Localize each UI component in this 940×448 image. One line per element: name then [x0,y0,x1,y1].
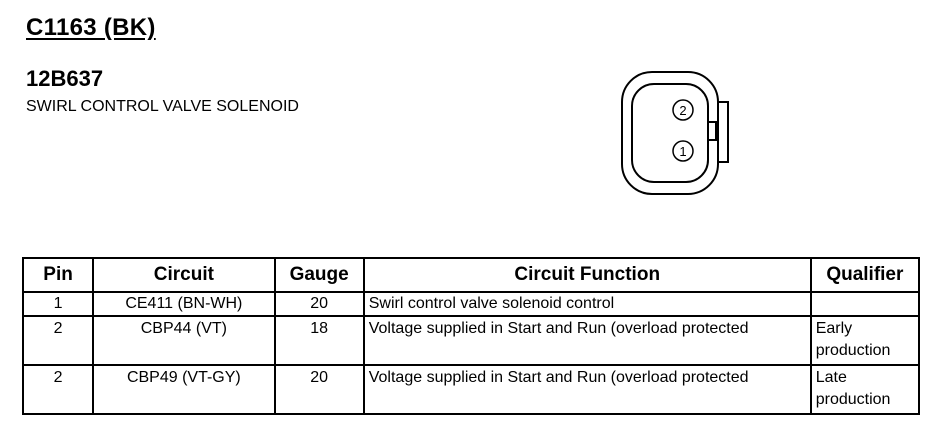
cell-pin: 1 [23,292,93,316]
header-qualifier: Qualifier [811,258,919,292]
header-gauge: Gauge [275,258,364,292]
header-circuit: Circuit [93,258,274,292]
cell-circuit-function: Swirl control valve solenoid control [364,292,811,316]
pin-label-1: 1 [679,144,687,159]
pin-label-2: 2 [679,103,687,118]
cell-qualifier: Late production [811,365,919,414]
table-header-row [23,258,919,292]
header-circuit-function: Circuit Function [364,258,811,292]
header-pin: Pin [23,258,93,292]
connector-outer-housing [622,72,718,194]
cell-circuit: CBP44 (VT) [93,316,274,365]
cell-gauge: 20 [275,292,364,316]
cell-qualifier: Early production [811,316,919,365]
cell-circuit: CBP49 (VT-GY) [93,365,274,414]
connector-latch-tab [708,122,716,140]
cell-qualifier [811,292,919,316]
component-name: SWIRL CONTROL VALVE SOLENOID [26,98,299,115]
cell-circuit-function: Voltage supplied in Start and Run (overload protected [364,365,811,414]
cell-pin: 2 [23,365,93,414]
cell-circuit: CE411 (BN-WH) [93,292,274,316]
cell-circuit-function: Voltage supplied in Start and Run (overload protected [364,316,811,365]
connector-inner-housing [632,84,708,182]
table-row [23,316,919,365]
cell-pin: 2 [23,316,93,365]
cell-gauge: 20 [275,365,364,414]
pinout-table [22,257,920,415]
connector-code-title: C1163 (BK) [26,14,156,41]
cell-gauge: 18 [275,316,364,365]
part-number: 12B637 [26,66,104,91]
connector-latch [718,102,728,162]
connector-face-diagram [616,68,740,198]
table-row [23,292,919,316]
table-row [23,365,919,414]
